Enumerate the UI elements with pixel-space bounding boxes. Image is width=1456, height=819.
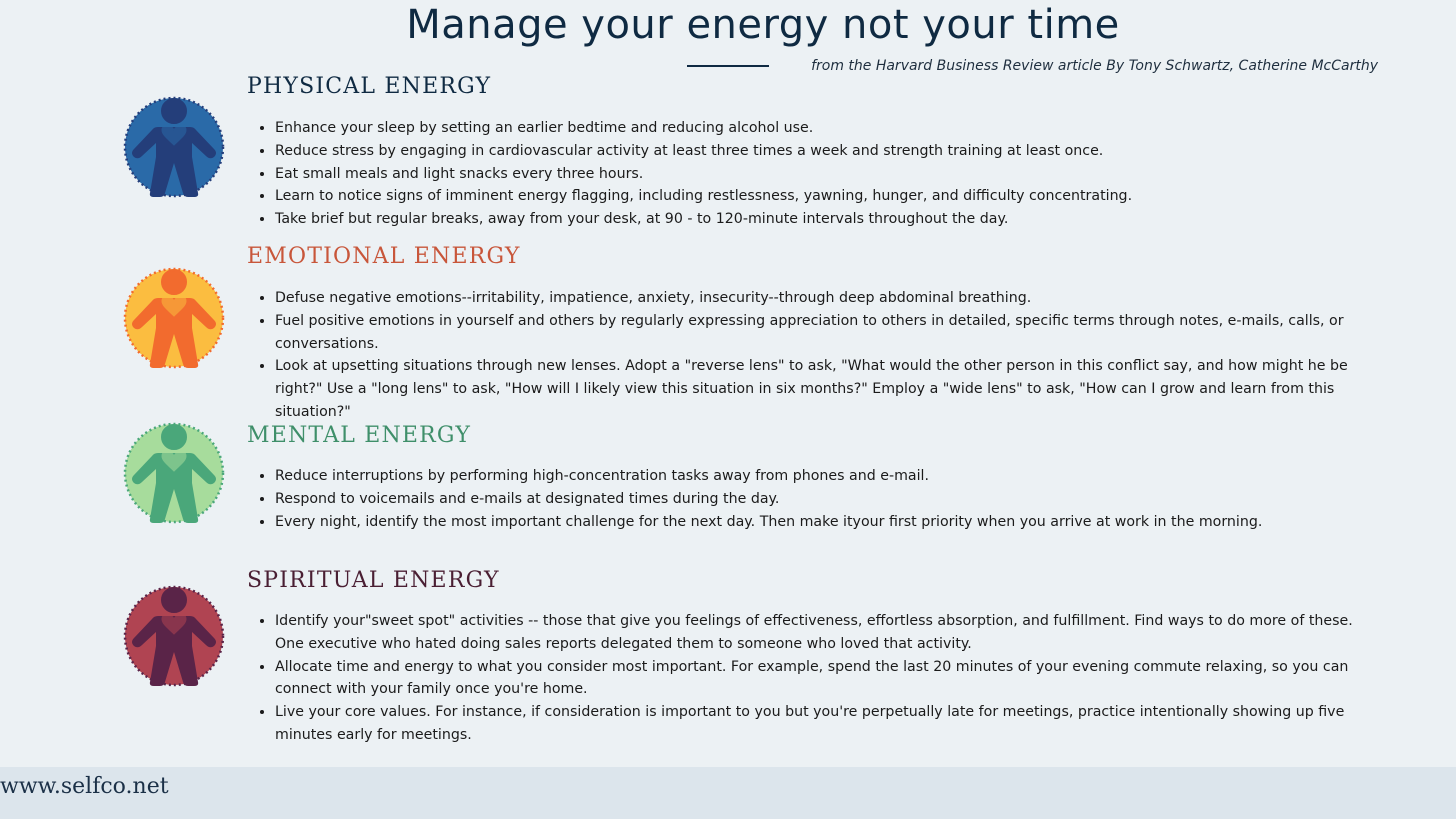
list-item: • Learn to notice signs of imminent energy flagging, including restlessness, yawning, hunger, and difficulty concentrating.: [275, 185, 1375, 208]
mental-energy-list: [247, 465, 1375, 533]
list-item: • Enhance your sleep by setting an earlier bedtime and reducing alcohol use.: [275, 117, 1375, 140]
physical-person-heart-icon: [122, 95, 226, 199]
list-item: • Fuel positive emotions in yourself and others by regularly expressing appreciation to others in detailed, specific terms through notes, e-mails, calls, or conversations.: [275, 310, 1375, 356]
spiritual-energy-list: [247, 610, 1375, 747]
physical-energy-list: [247, 117, 1375, 231]
list-item: • Allocate time and energy to what you consider most important. For example, spend the last 20 minutes of your evening commute relaxing, so you can connect with your family once you're home.: [275, 656, 1375, 702]
mental-energy-heading: MENTAL ENERGY: [247, 423, 472, 448]
physical-energy-heading: PHYSICAL ENERGY: [247, 74, 492, 99]
title-divider: [687, 65, 769, 67]
website-link[interactable]: www.selfco.net: [0, 774, 169, 799]
list-item: • Reduce stress by engaging in cardiovascular activity at least three times a week and strength training at least once.: [275, 140, 1375, 163]
list-item: • Reduce interruptions by performing high-concentration tasks away from phones and e-mail.: [275, 465, 1375, 488]
source-attribution: from the Harvard Business Review article By Tony Schwartz, Catherine McCarthy: [811, 58, 1378, 74]
page-title: Manage your energy not your time: [406, 2, 1120, 48]
list-item: • Respond to voicemails and e-mails at designated times during the day.: [275, 488, 1375, 511]
list-item: • Every night, identify the most important challenge for the next day. Then make ityour first priority when you arrive at work in the morning.: [275, 511, 1375, 534]
list-item: • Look at upsetting situations through new lenses. Adopt a "reverse lens" to ask, "What would the other person in this conflict say, and how might he be right?" Use a "long lens" to ask, "How will I likely view this situation in six months?" Employ a "wide lens" to ask, "How can I grow and learn from this situation?": [275, 355, 1375, 423]
emotional-person-heart-icon: [122, 266, 226, 370]
list-item: • Take brief but regular breaks, away from your desk, at 90 - to 120-minute intervals throughout the day.: [275, 208, 1375, 231]
spiritual-energy-heading: SPIRITUAL ENERGY: [247, 568, 500, 593]
spiritual-person-heart-icon: [122, 584, 226, 688]
footer-bar: [0, 767, 1456, 819]
list-item: • Eat small meals and light snacks every three hours.: [275, 163, 1375, 186]
list-item: • Live your core values. For instance, if consideration is important to you but you're perpetually late for meetings, practice intentionally showing up five minutes early for meetings.: [275, 701, 1375, 747]
emotional-energy-heading: EMOTIONAL ENERGY: [247, 244, 521, 269]
emotional-energy-list: [247, 287, 1375, 424]
list-item: • Defuse negative emotions--irritability, impatience, anxiety, insecurity--through deep abdominal breathing.: [275, 287, 1375, 310]
list-item: • Identify your"sweet spot" activities -- those that give you feelings of effectiveness, effortless absorption, and fulfillment. Find ways to do more of these. One executive who hated doing sales reports delegated them to someone who loved that activity.: [275, 610, 1375, 656]
mental-person-heart-icon: [122, 421, 226, 525]
